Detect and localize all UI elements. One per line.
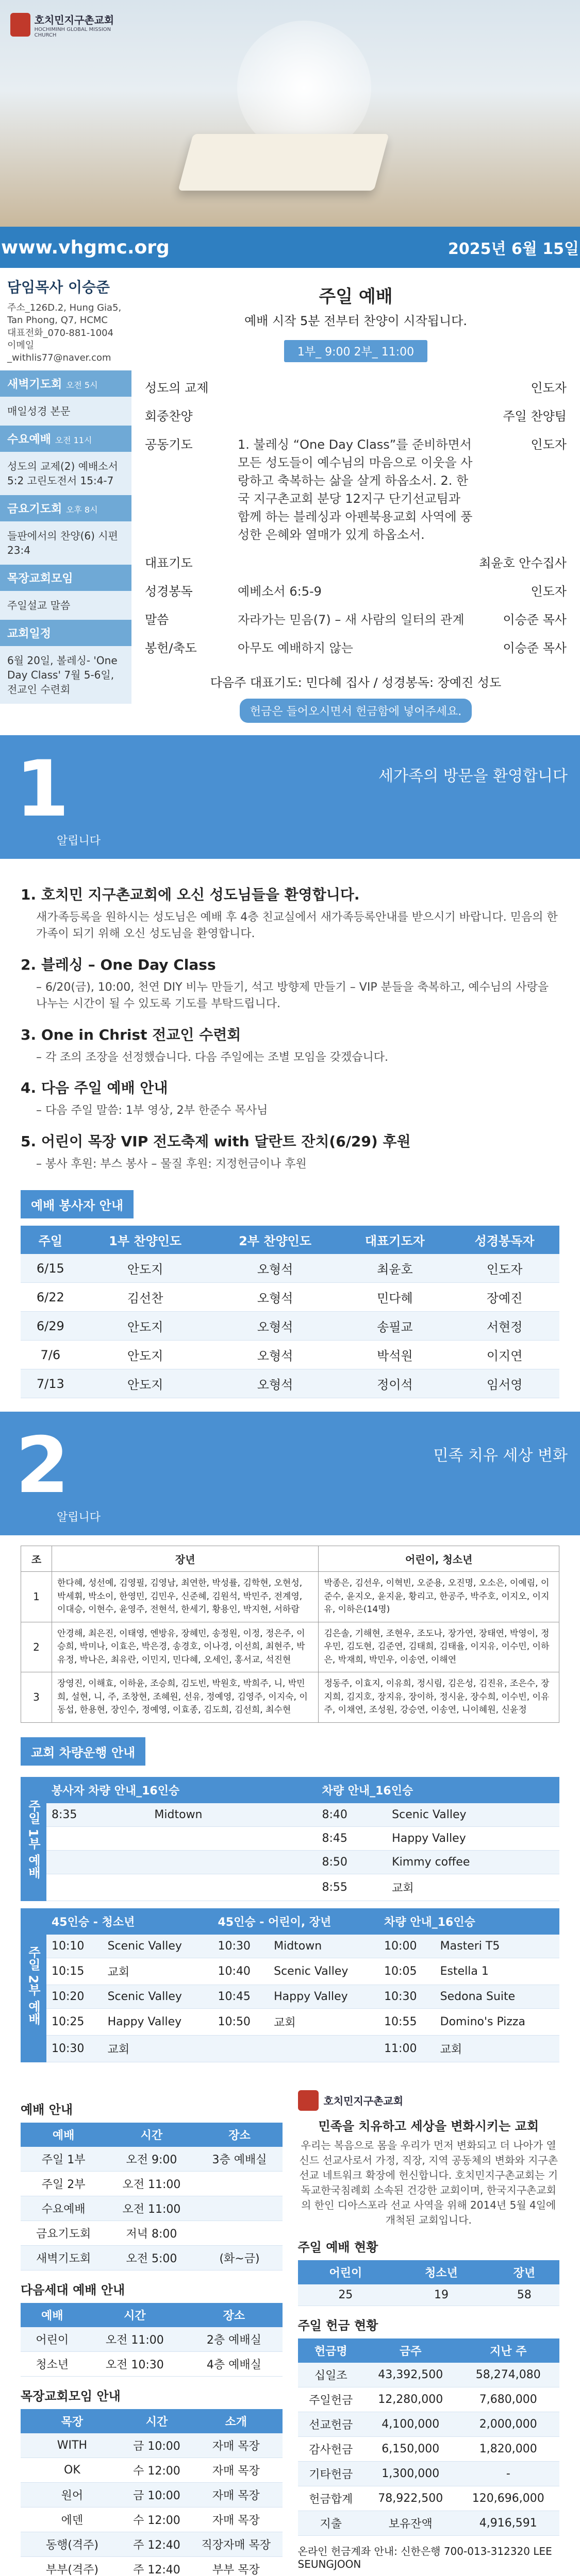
church-name: 호치민지구촌교회 <box>34 13 114 26</box>
pastor-name: 담임목사 이승준 <box>7 279 110 296</box>
church-logo-icon <box>298 2090 319 2111</box>
next-gen-table: 예배 시간 장소 어린이 오전 11:00 2층 예배실 청소년 오전 10:30 4층 예배실 <box>21 2303 283 2377</box>
offering-title: 주일 헌금 현황 <box>297 2318 378 2333</box>
table-row: 8:35 Midtown 8:40 Scenic Valley <box>46 1803 559 1827</box>
worship-title: 주일 예배 <box>319 286 393 307</box>
prayer-number: 2 <box>15 1421 70 1511</box>
church-email[interactable]: 이메일_withlis77@naver.com <box>7 340 111 364</box>
table-row: 3 장영진, 이해효, 이하윤, 조승희, 김도빈, 박원호, 박희주, 니, 박민희, 설현, 니, 주, 조창현, 조혜원, 선유, 정예영, 김영주, 이지숙, 이동섭, 한용현, 장인수, 정예영, 이효종, 김도희, 김선희, 최수현 정동주, 이효지, 이유희, 정시림, 김은성, 김진유, 조은수, 장지희, 김지호, 장지유, 장이하, 정시윤, 장수희, 이수빈, 이유주, 이채연, 조성원, 강승연, 이송연, 니이혜원, 신윤정 <box>21 1672 559 1723</box>
sidebar-section-body: 성도의 교제(2) 예배소서 5:2 고린도전서 15:4-7 <box>0 452 131 495</box>
vehicle-table-second: 45인승 - 청소년 45인승 - 어린이, 장년 차량 안내_16인승 10:10 Scenic Valley 10:30 Midtown 10:00 Masteri T5 10:15 교회 10:40 Scenic Valley 10:05 Estella 1 10:20 Scenic Valley 10:45 Happy Valley 10:30 Sedona Suite 10:25 Happy Valley 10:50 교회 10:55 Domino's Pizza 10:30 교회 11:00 교회 <box>46 1908 559 2062</box>
news-header <box>0 735 580 859</box>
mission-church-name: 호치민지구촌교회 <box>323 2095 404 2108</box>
church-logo-icon <box>10 13 30 37</box>
order-row: 말씀 자라가는 믿음(7) – 새 사람의 일터의 관계 이승준 목사 <box>145 613 567 627</box>
table-row: 선교헌금 4,100,000 2,000,000 <box>298 2412 560 2436</box>
order-row: 봉헌/축도 아무도 예배하지 않는 이승준 목사 <box>145 641 567 655</box>
news-number: 1 <box>15 744 70 834</box>
table-row: 부부(격주) 주 12:40 부부 목장 <box>21 2556 283 2576</box>
order-row: 성도의 교제 인도자 <box>145 381 567 395</box>
notice-title: 3. One in Christ 전교인 수련회 <box>21 1026 241 1043</box>
sidebar-section-body: 들판에서의 찬양(6) 시편 23:4 <box>0 521 131 565</box>
cell-table: 목장 시간 소개 WITH 금 10:00 자매 목장 OK 수 12:00 자매 목장 원어 금 10:00 자매 목장 에덴 수 12:00 자매 목장 동행(격주) 주 12:40 직장자매 목장 부부(격주) 주 12:40 부부 목장 <box>21 2409 283 2576</box>
services-title: 예배 안내 <box>21 2102 73 2117</box>
news-right-title: 세가족의 방문을 환영합니다 <box>378 767 568 785</box>
notice-body: – 6/20(금), 10:00, 천연 DIY 비누 만들기, 석고 방향제 만들기 – VIP 분들을 축복하고, 예수님의 사랑을 나누는 시간이 될 수 있도록 기도를 부탁드립니다. <box>36 980 549 1010</box>
bottom-right-column <box>298 2090 560 2576</box>
table-row: 6/29 안도지 오형석 송필교 서현정 <box>21 1312 559 1341</box>
table-row: 헌금합계 78,922,500 120,696,000 <box>298 2486 560 2511</box>
notice-title: 1. 호치민 지구촌교회에 오신 성도님들을 환영합니다. <box>21 886 360 903</box>
worship-main <box>131 268 580 735</box>
services-table: 예배 시간 장소 주일 1부 오전 9:00 3층 예배실 주일 2부 오전 11:00 수요예배 오전 11:00 금요기도회 저녁 8:00 새벽기도회 오전 5:00 (화~금) <box>21 2123 283 2270</box>
table-row: 10:10 Scenic Valley 10:30 Midtown 10:00 Masteri T5 <box>46 1935 559 1958</box>
bottom-section <box>0 2070 580 2576</box>
notice-body: – 다음 주일 말씀: 1부 영상, 2부 한준수 목사님 <box>36 1104 268 1117</box>
notice-title: 5. 어린이 목장 VIP 전도축제 with 달란트 잔치(6/29) 후원 <box>21 1133 411 1150</box>
table-row: 6/22 김선찬 오형석 민다혜 장예진 <box>21 1283 559 1312</box>
vehicle-table-first: 봉사자 차량 안내_16인승 차량 안내_16인승 8:35 Midtown 8:40 Scenic Valley 8:45 Happy Valley 8:50 Kimmy coffee 8:55 교회 <box>46 1777 559 1901</box>
table-row: 수요예배 오전 11:00 <box>21 2196 283 2221</box>
sidebar-section-title: 새벽기도회 오전 5시 <box>0 370 131 397</box>
news-label: 알립니다 <box>57 835 101 848</box>
bottom-left-column <box>21 2090 283 2576</box>
sidebar <box>0 268 131 735</box>
table-row: 10:30 교회 11:00 교회 <box>46 2035 559 2062</box>
vehicle-side-label: 주일 2부 예배 <box>21 1908 46 2062</box>
attendance-title: 주일 예배 현황 <box>297 2240 378 2255</box>
table-row: 기타헌금 1,300,000 - <box>298 2461 560 2486</box>
offering-note: 헌금은 들어오시면서 헌금함에 넣어주세요. <box>142 699 570 723</box>
cell-title: 목장교회모임 안내 <box>21 2388 121 2403</box>
vehicle-side-label: 주일 1부 예배 <box>21 1777 46 1901</box>
sidebar-section-body: 6월 20일, 볼레싱- 'One Day Class' 7월 5-6일, 전교인 수련회 <box>0 646 131 704</box>
table-row: 8:55 교회 <box>46 1874 559 1901</box>
table-row: 지출 보유잔액 4,916,591 <box>298 2511 560 2535</box>
duty-header-row: 주일 1부 찬양인도 2부 찬양인도 대표기도자 성경봉독자 <box>21 1226 559 1254</box>
sidebar-section-body: 매일성경 본문 <box>0 397 131 426</box>
prayer-header <box>0 1412 580 1535</box>
website-url[interactable]: www.vhgmc.org <box>1 236 170 258</box>
worship-subtitle: 예배 시작 5분 전부터 찬양이 시작됩니다. <box>244 314 467 328</box>
offering-table: 헌금명 금주 지난 주 십일조 43,392,500 58,274,080 주일헌금 12,280,000 7,680,000 선교헌금 4,100,000 2,000,000 감사헌금 6,150,000 1,820,000 기타헌금 1,300,000 - 헌금합계 78,922,500 120,696,000 지출 보유잔액 4,916,591 <box>298 2338 560 2536</box>
table-row: 에덴 수 12:00 자매 목장 <box>21 2507 283 2532</box>
table-row: 주일 1부 오전 9:00 3층 예배실 <box>21 2147 283 2172</box>
worship-order <box>142 372 570 661</box>
table-row: 8:45 Happy Valley <box>46 1826 559 1850</box>
prayer-right-title: 민족 치유 세상 변화 <box>433 1447 568 1465</box>
notice-list <box>0 859 580 1186</box>
duty-table <box>21 1226 559 1398</box>
duty-title: 예배 봉사자 안내 <box>21 1190 134 1218</box>
hero-banner <box>0 0 580 227</box>
next-week-helpers: 다음주 대표기도: 민다혜 집사 / 성경봉독: 장예진 성도 <box>210 675 502 690</box>
prayer-label: 알립니다 <box>57 1511 101 1524</box>
worship-times: 1부_ 9:00 2부_ 11:00 <box>142 340 570 362</box>
table-row: 청소년 오전 10:30 4층 예배실 <box>21 2351 283 2376</box>
table-row: 10:15 교회 10:40 Scenic Valley 10:05 Estella 1 <box>46 1958 559 1985</box>
table-row: 동행(격주) 주 12:40 직장자매 목장 <box>21 2532 283 2556</box>
table-row: 10:20 Scenic Valley 10:45 Happy Valley 10:30 Sedona Suite <box>46 1985 559 2008</box>
prayer-groups-table <box>21 1546 559 1723</box>
order-row: 회중찬양 주일 찬양팀 <box>145 409 567 423</box>
table-row: 6/15 안도지 오형석 최윤호 인도자 <box>21 1254 559 1283</box>
notice-body: – 각 조의 조장을 선정했습니다. 다음 주일에는 조별 모임을 갖겠습니다. <box>36 1050 388 1064</box>
vehicle-second-service <box>21 1908 559 2062</box>
church-address: 주소_126D.2, Hung Gia5, Tan Phong, Q7, HCMC <box>7 302 122 326</box>
table-row: 금요기도회 저녁 8:00 <box>21 2221 283 2245</box>
website-date-bar <box>0 227 580 268</box>
order-row: 공동기도 1. 불레싱 “One Day Class”를 준비하면서 모든 성도들이 예수님의 마음으로 이웃을 사랑하고 축복하는 삶을 살게 하옵소서. 2. 한국 지구촌교회 분당 12지구 단기선교팀과 함께 하는 블레싱과 아펜북용교회 사역에 풍성한 은혜와 열매가 있게 하옵소서. 인도자 <box>145 437 567 542</box>
notice-body: – 봉사 후원: 부스 봉사 – 물질 후원: 지정헌금이나 후원 <box>36 1158 307 1171</box>
table-row: 새벽기도회 오전 5:00 (화~금) <box>21 2245 283 2270</box>
church-name-en: HOCHIMINH GLOBAL MISSION CHURCH <box>34 26 111 38</box>
table-row: 7/13 안도지 오형석 정이석 임서영 <box>21 1369 559 1398</box>
table-row: 25 19 58 <box>298 2284 560 2306</box>
top-section <box>0 268 580 735</box>
table-row: 원어 금 10:00 자매 목장 <box>21 2482 283 2507</box>
table-row: 감사헌금 6,150,000 1,820,000 <box>298 2436 560 2461</box>
church-phone: 대표전화_070-881-1004 <box>7 327 114 338</box>
church-logo-block <box>10 10 119 39</box>
table-row: 8:50 Kimmy coffee <box>46 1850 559 1874</box>
vehicle-first-service <box>21 1777 559 1901</box>
order-row: 대표기도 최윤호 안수집사 <box>145 556 567 570</box>
notice-title: 4. 다음 주일 예배 안내 <box>21 1079 168 1097</box>
church-contact <box>0 300 131 370</box>
sidebar-section-title: 금요기도회 오후 8시 <box>0 495 131 521</box>
notice-body: 새가족등록을 원하시는 성도님은 예배 후 4층 친교실에서 새가족등록안내를 받으시기 바랍니다. 믿음의 한 가족이 되기 위해 오신 성도님을 환영합니다. <box>36 911 558 940</box>
table-row: 주일 2부 오전 11:00 <box>21 2171 283 2196</box>
table-row: OK 수 12:00 자매 목장 <box>21 2458 283 2482</box>
mission-title: 민족을 치유하고 세상을 변화시키는 교회 <box>318 2119 539 2133</box>
table-row: 2 안경해, 최은진, 이태영, 엔방유, 장혜민, 송정원, 이정, 정은주, 이승희, 박미나, 이효은, 박은경, 송경호, 이나경, 이선희, 최현주, 박유정, 박나은, 최유란, 이민지, 민다혜, 오세인, 홍서교, 석진현 김은솔, 기해현, 조현우, 조도나, 장가연, 장태연, 박영이, 정우민, 김도현, 김준연, 김태희, 김태율, 이지유, 이수민, 이하은, 박재희, 박민우, 이송연, 이해연 <box>21 1622 559 1672</box>
prayer-header-row: 조 장년 어린이, 청소년 <box>21 1546 559 1572</box>
next-gen-title: 다음세대 예배 안내 <box>21 2282 125 2297</box>
table-row: 주일헌금 12,280,000 7,680,000 <box>298 2387 560 2412</box>
table-row: 1 한다혜, 성선예, 김영필, 김영남, 최연한, 박성률, 김학현, 오현성, 박세휘, 박소이, 한영민, 김민우, 신준혜, 김원석, 박민주, 전계영, 이대승, 이현수, 윤영주, 전현석, 한세기, 황용인, 박지현, 서하람 박종은, 김선우, 이혁빈, 오준용, 오진명, 오소은, 이예림, 이준수, 윤지오, 윤지윤, 황리고, 한공주, 박주호, 이지오, 이지유, 이하은(14명) <box>21 1572 559 1622</box>
bank-account: 온라인 헌금계좌 안내: 신한은행 700-013-312320 LEE SEUNGJOON <box>297 2545 552 2570</box>
sidebar-section-title: 수요예배 오전 11시 <box>0 426 131 452</box>
table-row: 10:25 Happy Valley 10:50 교회 10:55 Domino's Pizza <box>46 2008 559 2035</box>
sidebar-section-title: 목장교회모임 <box>0 565 131 591</box>
sidebar-section-body: 주일설교 말씀 <box>0 591 131 620</box>
table-row: WITH 금 10:00 자매 목장 <box>21 2433 283 2458</box>
open-book-image <box>178 134 389 191</box>
table-row: 어린이 오전 11:00 2층 예배실 <box>21 2327 283 2352</box>
notice-title: 2. 블레싱 – One Day Class <box>21 956 216 973</box>
bulletin-date: 2025년 6월 15일 <box>448 240 579 258</box>
mission-logo-block <box>298 2090 560 2111</box>
vehicle-title: 교회 차량운행 안내 <box>21 1737 145 1766</box>
table-row: 십일조 43,392,500 58,274,080 <box>298 2363 560 2387</box>
mission-text: 우리는 복음으로 몸을 우리가 먼저 변화되고 더 나아가 열신드 선교사로서 가정, 직장, 지역 공동체의 변화와 지구촌 선교 네트워크 확장에 헌신합니다. 호치민지구촌교회는 기독교한국침례회 소속된 건강한 교회이며, 한국지구촌교회의 한인 디아스포라 선교 사역을 위해 2014년 5월 4일에 개척된 교회입니다. <box>299 2139 558 2226</box>
order-row: 성경봉독 예베소서 6:5-9 인도자 <box>145 584 567 599</box>
sidebar-section-title: 교회일정 <box>0 620 131 646</box>
table-row: 7/6 안도지 오형석 박석원 이지연 <box>21 1341 559 1369</box>
attendance-table: 어린이 청소년 장년 25 19 58 <box>298 2260 560 2306</box>
